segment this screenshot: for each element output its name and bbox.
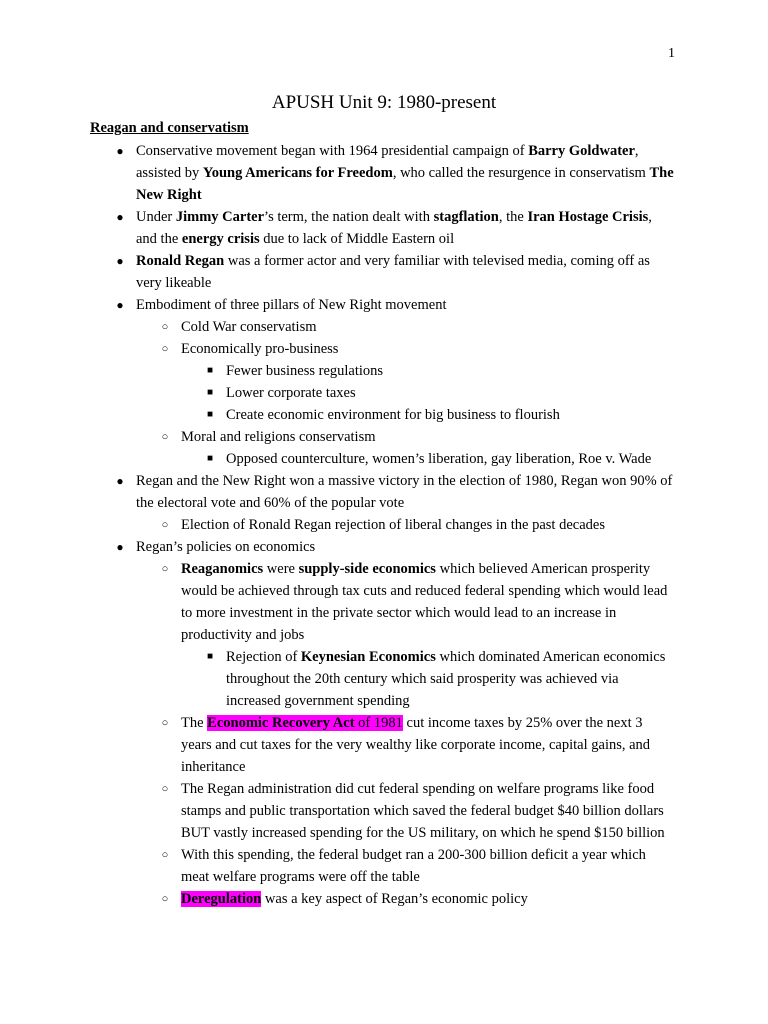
outline-item-level-2	[161, 888, 676, 910]
item-text: Regan and the New Right won a massive victory in the election of 1980, Regan won 90% of the electoral vote and 60% of the popular vote	[136, 473, 673, 511]
bullet-marker: ○	[161, 893, 169, 905]
item-text: Conservative movement began with 1964 presidential campaign of	[136, 143, 529, 159]
item-text: , assisted by	[136, 143, 639, 181]
outline-item-level-2	[161, 558, 676, 646]
document-title: APUSH Unit 9: 1980-present	[271, 92, 497, 113]
outline-item-level-1	[116, 206, 676, 250]
outline-item-level-2	[161, 316, 676, 338]
item-text: Create economic environment for big business to flourish	[226, 407, 560, 423]
highlighted-text: Deregulation	[181, 891, 262, 907]
bullet-marker: ■	[206, 651, 214, 662]
highlighted-text: of 1981	[354, 715, 403, 731]
item-text: With this spending, the federal budget ran a 200-300 billion deficit a year which meat welfare programs were off the table	[181, 847, 646, 885]
item-text: was a former actor and very familiar with televised media, coming off as very likeable	[136, 253, 650, 291]
outline-item-level-3	[206, 448, 676, 470]
bullet-marker: ■	[206, 387, 214, 398]
bullet-marker: ○	[161, 343, 169, 355]
item-text: Lower corporate taxes	[226, 385, 356, 401]
outline-item-level-2	[161, 712, 676, 778]
item-text: Fewer business regulations	[226, 363, 384, 379]
item-text: which dominated American economics throughout the 20th century which said prosperity was achieved via increased government spending	[226, 649, 666, 709]
bullet-marker: ○	[161, 783, 169, 795]
bold-term: energy crisis	[181, 231, 260, 247]
item-text: , the	[498, 209, 528, 225]
item-text: The	[181, 715, 208, 731]
item-text: Regan’s policies on economics	[136, 539, 316, 555]
bullet-marker: ○	[161, 717, 169, 729]
bold-term: Keynesian Economics	[300, 649, 436, 665]
bullet-marker: ■	[206, 453, 214, 464]
bullet-marker: ○	[161, 519, 169, 531]
item-text: Under	[136, 209, 176, 225]
outline-item-level-3	[206, 646, 676, 712]
page-number: 1	[668, 46, 675, 61]
bullet-marker: ○	[161, 849, 169, 861]
bold-term: Jimmy Carter	[175, 209, 265, 225]
item-text: due to lack of Middle Eastern oil	[259, 231, 455, 247]
item-text: Economically pro-business	[181, 341, 339, 357]
bullet-marker: ●	[116, 144, 124, 158]
bullet-marker: ○	[161, 431, 169, 443]
item-text: Opposed counterculture, women’s liberation, gay liberation, Roe v. Wade	[226, 451, 652, 467]
outline-item-level-2	[161, 514, 676, 536]
outline-item-level-1	[116, 294, 676, 316]
bold-term: Barry Goldwater	[528, 143, 635, 159]
item-text: Moral and religions conservatism	[181, 429, 376, 445]
outline-item-level-2	[161, 338, 676, 360]
item-text: cut income taxes by 25% over the next 3 years and cut taxes for the very wealthy like corporate income, capital gains, and inheritance	[181, 715, 651, 775]
item-text: were	[263, 561, 299, 577]
bullet-marker: ●	[116, 254, 124, 268]
bold-term: Young Americans for Freedom	[202, 165, 393, 181]
bullet-marker: ●	[116, 298, 124, 312]
bold-term: supply-side economics	[298, 561, 436, 577]
outline-item-level-1	[116, 470, 676, 514]
bullet-marker: ■	[206, 365, 214, 376]
bold-term: Reaganomics	[181, 561, 264, 577]
item-text: , and the	[136, 209, 652, 247]
outline-item-level-2	[161, 426, 676, 448]
bold-term: stagflation	[433, 209, 499, 225]
bullet-marker: ○	[161, 321, 169, 333]
outline-item-level-2	[161, 844, 676, 888]
bullet-marker: ●	[116, 474, 124, 488]
outline-item-level-1	[116, 536, 676, 558]
outline-item-level-1	[116, 140, 676, 206]
bullet-marker: ●	[116, 540, 124, 554]
outline-item-level-3	[206, 360, 676, 382]
section-heading: Reagan and conservatism	[90, 120, 249, 136]
highlighted-text: Economic Recovery Act	[207, 715, 355, 731]
bold-term: The New Right	[136, 165, 674, 203]
item-text: was a key aspect of Regan’s economic policy	[261, 891, 528, 907]
bold-term: Ronald Regan	[136, 253, 225, 269]
outline-item-level-3	[206, 382, 676, 404]
item-text: Cold War conservatism	[181, 319, 317, 335]
item-text: Rejection of	[226, 649, 301, 665]
bullet-marker: ○	[161, 563, 169, 575]
bold-term: Iran Hostage Crisis	[527, 209, 649, 225]
bullet-marker: ●	[116, 210, 124, 224]
item-text: which believed American prosperity would be achieved through tax cuts and reduced federal spending which would lead to more investment in the private sector which would lead to an increase in productivity and jobs	[181, 561, 668, 643]
outline-item-level-2	[161, 778, 676, 844]
outline-item-level-1	[116, 250, 676, 294]
item-text: , who called the resurgence in conservatism	[392, 165, 650, 181]
outline-item-level-3	[206, 404, 676, 426]
item-text: Embodiment of three pillars of New Right movement	[136, 297, 447, 313]
outline-list	[0, 140, 768, 910]
item-text: The Regan administration did cut federal spending on welfare programs like food stamps and public transportation which saved the federal budget $40 billion dollars BUT vastly increased spending for the US military, on which he spend $150 billion	[181, 781, 665, 841]
item-text: Election of Ronald Regan rejection of liberal changes in the past decades	[181, 517, 605, 533]
item-text: ’s term, the nation dealt with	[264, 209, 434, 225]
bullet-marker: ■	[206, 409, 214, 420]
